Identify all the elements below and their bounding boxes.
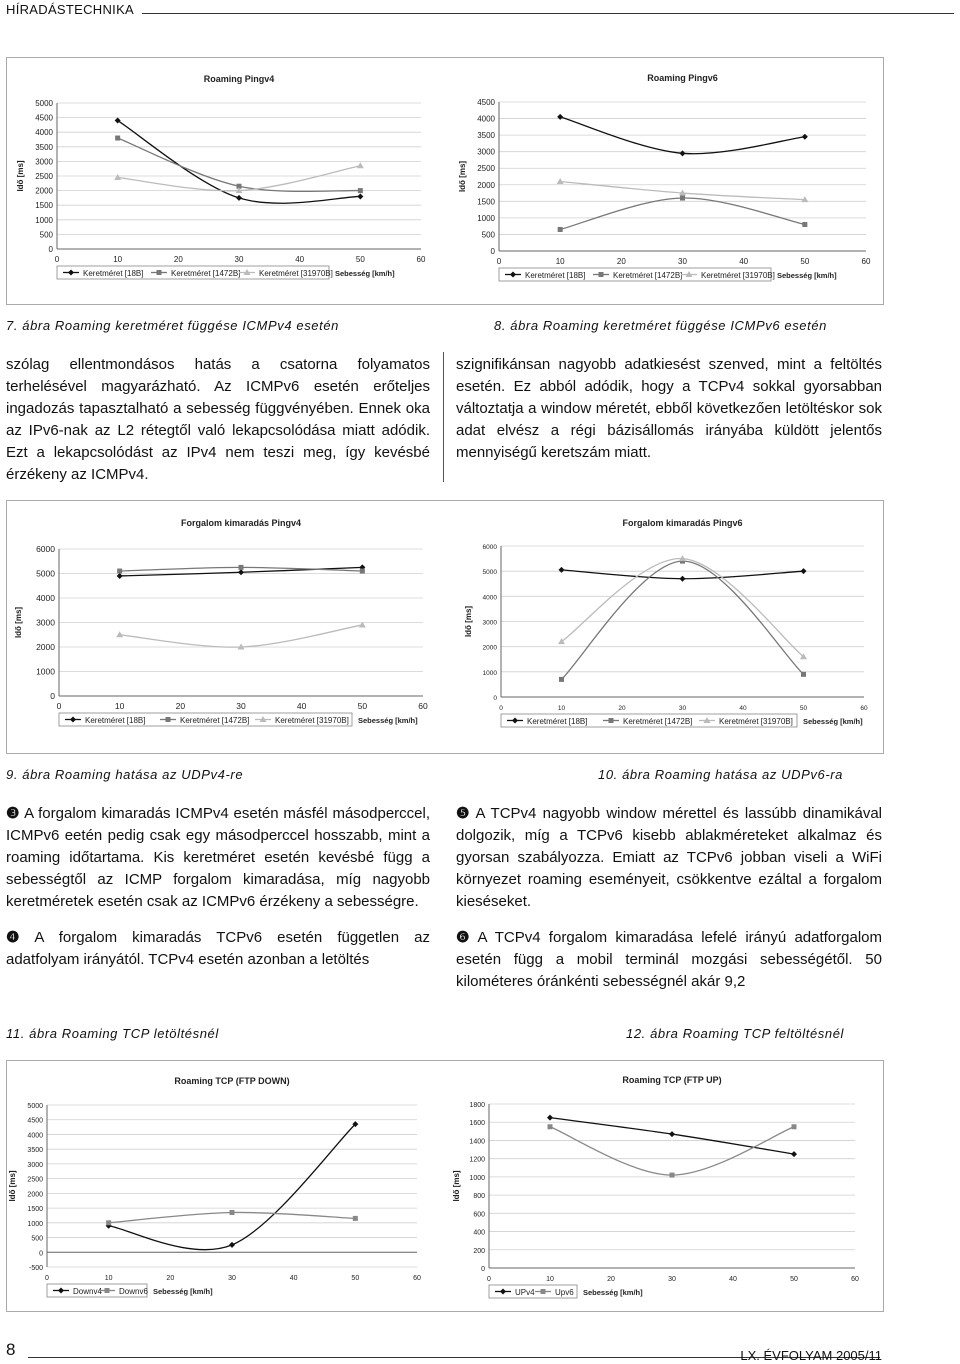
legend-marker [157,270,162,275]
x-tick-label: 0 [56,701,62,711]
chart-c9 [14,518,428,726]
y-tick-label: 4000 [35,128,53,138]
y-tick-label: 1400 [469,1138,485,1146]
x-axis-label: Sebesség [km/h] [803,717,863,726]
body-text-right-1: szignifikánsan nagyobb adatkiesést szenved, mint a feltöltés esetén. Ez abból adódik, hogy a TCPv4 sokkal gyorsabban változtatja a window méretét, ebből következően letöltéskor sok adat elvész a régi bázisállomás irányába küldött jelentős mennyiségű keretszám miatt. [456,356,882,461]
y-tick-label: 2500 [27,1176,43,1184]
body-text-left-2 [6,803,430,985]
chart-title: Roaming TCP (FTP UP) [622,1075,722,1085]
data-point [791,1151,797,1157]
x-tick-label: 60 [860,705,868,712]
data-point [548,1124,553,1129]
y-axis-label: Idő [ms] [16,160,25,192]
data-point [680,150,686,156]
data-point [360,569,365,574]
y-tick-label: -500 [28,1265,43,1272]
x-tick-label: 40 [296,701,307,711]
chart-title: Roaming Pingv4 [203,74,275,84]
x-tick-label: 10 [555,257,565,266]
series-line [109,1124,356,1250]
x-tick-label: 50 [799,705,808,712]
column-divider [443,352,444,482]
y-tick-label: 500 [481,230,495,240]
data-point [106,1220,111,1225]
header-rule [142,13,954,14]
series-Keretméret [31970B] [114,162,364,193]
chart-c8 [458,73,871,281]
data-point [353,1216,358,1221]
y-axis-label: Idő [ms] [458,160,467,193]
y-tick-label: 200 [473,1247,485,1255]
figure-10-caption: 10. ábra Roaming hatása az UDPv6-ra [598,767,844,782]
y-tick-label: 500 [39,230,53,240]
legend [489,1285,577,1298]
x-tick-label: 10 [113,255,123,264]
x-tick-label: 40 [739,705,747,712]
series-Keretméret [31970B] [558,555,807,659]
figure-11-12-chart [6,1060,884,1312]
chart-svg [7,58,883,304]
bullet-4: ❹ A forgalom kimaradás TCPv6 esetén független az adatfolyam irányától. TCPv4 esetén azonban a letöltés [6,929,431,968]
data-point [116,631,123,637]
data-point [229,1242,235,1248]
legend-entry: Keretméret [1472B] [171,269,241,278]
x-tick-label: 50 [355,255,365,264]
x-axis-label: Sebesség [km/h] [777,271,837,280]
data-point [117,569,122,574]
x-tick-label: 40 [295,255,305,264]
x-tick-label: 50 [357,701,368,711]
y-tick-label: 1000 [35,215,53,225]
data-point [669,1131,675,1137]
legend-entry: Upv6 [555,1288,574,1297]
figure-11-caption: 11. ábra Roaming TCP letöltésnél [6,1026,219,1041]
y-tick-label: 1600 [469,1120,485,1128]
figure-7-chart [6,57,884,305]
x-tick-label: 60 [851,1276,859,1283]
x-tick-label: 60 [861,257,871,266]
x-tick-label: 10 [114,701,125,711]
legend-marker [541,1289,546,1294]
data-point [358,188,363,193]
chart-c10 [464,518,868,727]
x-tick-label: 40 [729,1276,737,1283]
y-tick-label: 3000 [477,147,495,157]
x-tick-label: 20 [166,1275,175,1282]
legend-entry: Keretméret [31970B] [259,269,333,278]
x-tick-label: 20 [173,255,183,264]
body-text-left-1: szólag ellentmondásos hatás a csatorna folyamatos terhelésével magyarázható. Az ICMPv6 esetén erőteljes ingadozás tapasztalható a sebesség függvényében. Ennek oka az IPv6-nak az L2 rétegtől való lekapcsolódása miatt adódik. Ezt a lekapcsolódást az IPv4 nem teszi meg, így kevésbé érzékeny az ICMPv4. [6,356,430,483]
y-axis-label: Idő [ms] [8,1170,17,1202]
data-point [680,576,686,582]
x-tick-label: 0 [54,255,60,264]
y-tick-label: 2500 [477,164,495,174]
x-tick-label: 60 [416,255,426,264]
legend [501,714,797,727]
x-tick-label: 60 [413,1275,421,1282]
data-point [114,174,121,180]
legend [59,713,352,726]
data-point [230,1210,235,1215]
x-tick-label: 10 [557,705,566,712]
bullet-6: ❻ A TCPv4 forgalom kimaradása lefelé irányú adatforgalom esetén függ a mobil terminál mozgási sebességétől. 50 kilométeres óránkénti sebességnél akár 9,2 [456,929,882,990]
y-tick-label: 0 [481,1266,485,1273]
data-point [557,178,564,184]
data-point [238,569,244,575]
legend [499,268,775,281]
y-tick-label: 0 [48,245,53,254]
chart-title: Roaming TCP (FTP DOWN) [174,1076,290,1086]
legend-entry: Keretméret [18B] [83,269,144,278]
x-tick-label: 60 [418,701,428,711]
y-tick-label: 800 [473,1193,485,1201]
y-tick-label: 1000 [469,1174,485,1182]
x-tick-label: 30 [236,701,246,711]
x-tick-label: 30 [678,705,687,712]
x-tick-label: 50 [351,1275,360,1282]
legend-entry: Keretméret [18B] [85,716,146,725]
y-tick-label: 0 [50,691,55,701]
series-Keretméret [1472B] [115,136,363,194]
bullet-3: ❸ A forgalom kimaradás ICMPv4 esetén másfél másodperccel, ICMPv6 eetén pedig csak egy másodperccel hosszabb, mint a roaming időtartama. Kis keretméret esetén kevésbé függ a sebességtől az ICMP forgalom kimaradása, míg nagyobb keretméretek esetén csak az ICMPv6 érzékeny a sebességre. [6,805,430,910]
body-text-right-2 [456,803,882,1007]
y-tick-label: 3000 [36,617,55,628]
chart-svg [7,1061,883,1311]
series-Keretméret [31970B] [116,621,366,649]
series-Keretméret [18B] [559,567,807,582]
y-tick-label: 5000 [36,568,55,579]
x-tick-label: 40 [739,257,749,266]
x-tick-label: 10 [104,1275,113,1282]
legend-entry: Downv4 [73,1287,102,1296]
figure-7-caption: 7. ábra Roaming keretméret függése ICMPv4 esetén [6,318,340,333]
legend-marker [609,718,614,723]
x-tick-label: 0 [496,257,502,266]
y-tick-label: 500 [31,1235,43,1243]
legend-entry: Downv6 [119,1287,148,1296]
x-tick-label: 30 [668,1276,676,1283]
data-point [559,567,565,573]
chart-c7 [16,74,426,279]
y-tick-label: 3500 [27,1147,43,1155]
data-point [115,136,120,141]
chart-title: Forgalom kimaradás Pingv4 [180,518,302,528]
y-tick-label: 3000 [482,619,497,627]
y-tick-label: 3500 [477,131,495,141]
x-tick-label: 30 [234,255,244,264]
chart-c11 [8,1076,421,1297]
data-point [680,196,685,201]
data-point [792,1124,797,1129]
y-tick-label: 1000 [482,669,497,677]
y-tick-label: 2000 [35,186,53,196]
y-tick-label: 2000 [36,642,55,652]
y-tick-label: 6000 [482,544,497,551]
x-tick-label: 0 [499,705,503,712]
figure-8-caption: 8. ábra Roaming keretméret függése ICMPv6 esetén [494,318,828,333]
x-tick-label: 30 [678,257,687,266]
y-tick-label: 5000 [482,569,497,577]
data-point [802,134,808,140]
data-point [801,568,807,574]
data-point [239,565,244,570]
y-tick-label: 2000 [482,644,497,652]
y-axis-label: Idő [ms] [14,606,23,639]
y-tick-label: 4000 [482,594,497,602]
data-point [547,1115,553,1121]
issue-label: LX. ÉVFOLYAM 2005/11 [740,1348,882,1363]
y-tick-label: 6000 [36,544,55,554]
y-tick-label: 4000 [477,114,495,124]
y-tick-label: 3000 [35,157,53,167]
y-tick-label: 600 [473,1211,485,1219]
y-axis-label: Idő [ms] [452,1170,461,1202]
x-tick-label: 0 [45,1275,49,1282]
y-tick-label: 2000 [477,180,495,190]
y-tick-label: 5000 [35,99,53,108]
legend-entry: Keretméret [31970B] [701,271,775,280]
legend-entry: Keretméret [1472B] [623,717,693,726]
legend-entry: Keretméret [1472B] [613,271,683,280]
data-point [670,1173,675,1178]
y-tick-label: 1000 [477,213,495,223]
y-tick-label: 1500 [35,201,53,211]
legend-entry: Keretméret [31970B] [275,716,349,725]
y-tick-label: 3000 [27,1161,43,1169]
y-tick-label: 0 [490,247,495,256]
y-tick-label: 0 [39,1250,43,1258]
data-point [357,193,363,199]
y-tick-label: 1000 [27,1220,43,1228]
y-tick-label: 2000 [27,1191,43,1199]
y-tick-label: 4500 [27,1117,43,1125]
legend [47,1284,148,1297]
x-axis-label: Sebesség [km/h] [358,716,418,725]
x-tick-label: 50 [800,257,810,266]
y-tick-label: 400 [473,1229,485,1237]
x-tick-label: 30 [228,1275,236,1282]
legend-marker [599,272,604,277]
data-point [801,672,806,677]
y-tick-label: 2500 [35,172,53,181]
data-point [557,114,563,120]
y-tick-label: 4000 [36,593,55,603]
figure-9-caption: 9. ábra Roaming hatása az UDPv4-re [6,767,244,782]
data-point [802,222,807,227]
y-axis-label: Idő [ms] [464,605,473,638]
chart-title: Roaming Pingv6 [647,73,718,83]
y-tick-label: 4500 [477,98,495,107]
figure-12-caption: 12. ábra Roaming TCP feltöltésnél [626,1026,845,1041]
data-point [236,195,242,201]
legend-entry: Keretméret [1472B] [180,716,250,725]
chart-svg [7,501,883,753]
data-point [559,677,564,682]
x-tick-label: 20 [618,705,626,712]
legend-entry: Keretméret [18B] [525,271,586,280]
legend-entry: Keretméret [18B] [527,717,588,726]
series-line [560,198,805,229]
x-tick-label: 10 [546,1276,554,1283]
data-point [558,227,563,232]
y-tick-label: 1000 [36,666,55,677]
x-axis-label: Sebesség [km/h] [335,269,395,278]
y-tick-label: 1200 [469,1156,485,1164]
legend [57,266,333,279]
series-Downv4 [106,1121,359,1250]
bullet-5: ❺ A TCPv4 nagyobb window mérettel és lassúbb dinamikával dolgozik, míg a TCPv6 kisebb ablakméreteket alkalmaz és gyorsan szabályozza. Emiatt az TCPv6 jobban viseli a WiFi környezet roaming eseményeit, csökkentve ezáltal a forgalom kieséseket. [456,805,882,910]
x-axis-label: Sebesség [km/h] [583,1288,643,1297]
running-header: HÍRADÁSTECHNIKA [6,2,135,17]
x-axis-label: Sebesség [km/h] [153,1287,213,1296]
x-tick-label: 0 [487,1276,491,1283]
data-point [357,162,364,168]
legend-entry: UPv4 [515,1288,535,1297]
chart-c12 [452,1075,859,1298]
y-tick-label: 5000 [27,1103,43,1110]
y-tick-label: 4500 [35,113,53,123]
y-tick-label: 3500 [35,142,53,152]
x-tick-label: 20 [616,257,626,266]
page-number: 8 [6,1340,16,1359]
legend-marker [105,1288,110,1293]
x-tick-label: 20 [607,1276,615,1283]
chart-title: Forgalom kimaradás Pingv6 [622,518,743,528]
series-UPv4 [547,1115,797,1157]
y-tick-label: 1500 [477,197,495,207]
y-tick-label: 4000 [27,1132,43,1140]
x-tick-label: 40 [289,1275,298,1282]
x-tick-label: 20 [175,701,186,711]
y-tick-label: 1800 [469,1102,485,1109]
x-tick-label: 50 [790,1276,798,1283]
figure-9-10-chart [6,500,884,754]
legend-marker [166,717,171,722]
y-tick-label: 1500 [27,1206,43,1214]
y-tick-label: 0 [493,695,497,702]
legend-entry: Keretméret [31970B] [719,717,793,726]
